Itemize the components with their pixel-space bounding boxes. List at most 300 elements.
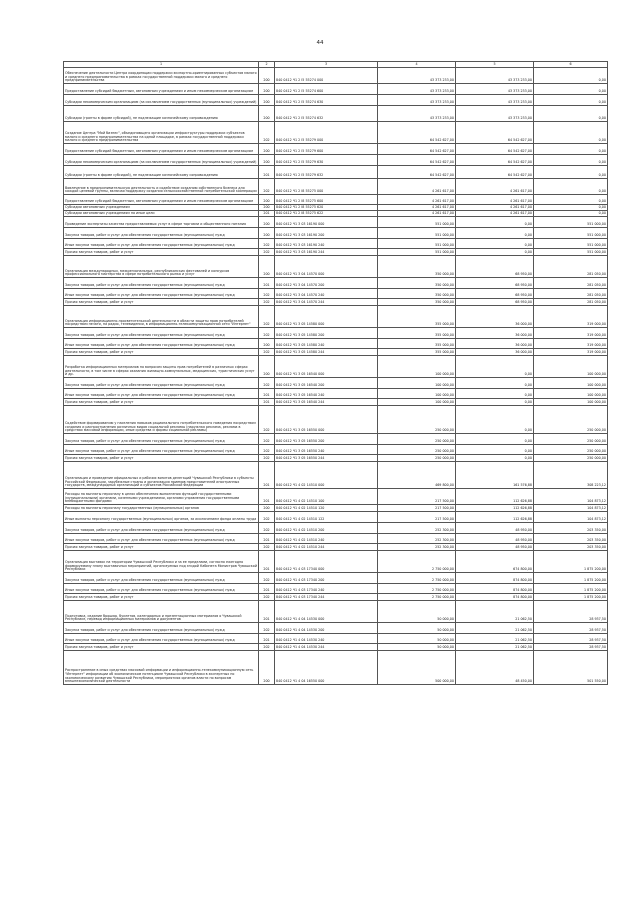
line-code-cell: 202	[259, 299, 275, 306]
approved-amount-cell: 100 000,00	[378, 378, 456, 389]
table-row	[64, 551, 608, 573]
line-code-cell: 202	[259, 594, 275, 601]
expense-name-cell: Субсидии некоммерческим организациям (за исключением государственных (муниципальных) учреждений)	[64, 95, 259, 106]
executed-amount-cell: 43 373 233,00	[456, 95, 534, 106]
table-row	[64, 489, 608, 505]
expense-name-cell: Вовлечение в предпринимательскую деятельность и содействие созданию собственного бизнеса для каждой целевой группы, включая поддержку создания сельскохозяйственной потребительской кооперации	[64, 179, 259, 195]
unexecuted-amount-cell: 104 873,12	[534, 489, 608, 505]
executed-amount-cell: 64 542 627,00	[456, 166, 534, 179]
line-code-cell: 201	[259, 634, 275, 644]
expense-name-cell: Прочая закупка товаров, работ и услуг	[64, 455, 259, 462]
executed-amount-cell: 0,00	[456, 249, 534, 256]
approved-amount-cell: 2 750 000,00	[378, 594, 456, 601]
executed-amount-cell: 64 542 627,00	[456, 122, 534, 144]
expense-name-cell: Организация выставок на территории Чувашской Республики и за ее пределами, согласно ежегодно формируемому плану выставочных мероприятий, организуемых под эгидой Кабинета Министров Чувашской Республики	[64, 551, 259, 573]
executed-amount-cell: 0,00	[456, 455, 534, 462]
unexecuted-amount-cell: 551 000,00	[534, 217, 608, 228]
classification-code-cell: 840 0412 Ч1 3 03 16190 240	[275, 239, 378, 249]
unexecuted-amount-cell: 104 873,12	[534, 505, 608, 512]
unexecuted-amount-cell: 104 873,12	[534, 512, 608, 523]
approved-amount-cell: 355 000,00	[378, 339, 456, 349]
table-row	[64, 328, 608, 339]
table-row	[64, 434, 608, 445]
unexecuted-amount-cell: 551 000,00	[534, 249, 608, 256]
expense-name-cell: Прочая закупка товаров, работ и услуг	[64, 544, 259, 551]
approved-amount-cell: 50 000,00	[378, 601, 456, 623]
line-code-cell: 200	[259, 144, 275, 155]
table-row	[64, 573, 608, 584]
table-row	[64, 68, 608, 84]
line-code-cell: 200	[259, 505, 275, 512]
approved-amount-cell: 252 300,00	[378, 523, 456, 534]
executed-amount-cell: 64 542 627,00	[456, 155, 534, 166]
executed-amount-cell: 0,00	[456, 406, 534, 434]
table-row	[64, 179, 608, 195]
approved-amount-cell: 2 750 000,00	[378, 584, 456, 594]
approved-amount-cell: 252 300,00	[378, 544, 456, 551]
expense-name-cell: Предоставление субсидий бюджетным, автономным учреждениям и иным некоммерческим организациям	[64, 195, 259, 205]
table-row	[64, 239, 608, 249]
classification-code-cell: 840 0412 Ч1 3 05 16540 244	[275, 399, 378, 406]
expense-name-cell: Субсидии автономным учреждениям на иные цели	[64, 211, 259, 217]
line-code-cell: 201	[259, 551, 275, 573]
classification-code-cell: 840 0412 Ч1 4 02 14510 000	[275, 462, 378, 489]
line-code-cell: 201	[259, 278, 275, 289]
unexecuted-amount-cell: 0,00	[534, 211, 608, 217]
approved-amount-cell: 551 000,00	[378, 217, 456, 228]
executed-amount-cell: 68 950,00	[456, 299, 534, 306]
table-row	[64, 601, 608, 623]
approved-amount-cell: 50 000,00	[378, 644, 456, 651]
table-row	[64, 389, 608, 399]
classification-code-cell: 840 0412 Ч1 2 I8 55275 000	[275, 179, 378, 195]
line-code-cell: 202	[259, 306, 275, 328]
unexecuted-amount-cell: 281 050,00	[534, 278, 608, 289]
executed-amount-cell: 48 450,00	[456, 651, 534, 685]
expense-name-cell: Закупка товаров, работ и услуг для обеспечения государственных (муниципальных) нужд	[64, 378, 259, 389]
approved-amount-cell: 500 000,00	[378, 651, 456, 685]
line-code-cell: 202	[259, 378, 275, 389]
line-code-cell: 200	[259, 84, 275, 95]
table-row	[64, 584, 608, 594]
line-code-cell: 201	[259, 399, 275, 406]
line-code-cell: 200	[259, 339, 275, 349]
expense-name-cell: Иные закупки товаров, работ и услуг для обеспечения государственных (муниципальных) нужд	[64, 389, 259, 399]
approved-amount-cell: 50 000,00	[378, 623, 456, 634]
unexecuted-amount-cell: 0,00	[534, 106, 608, 122]
classification-code-cell: 840 0412 Ч1 3 03 16190 200	[275, 228, 378, 239]
classification-code-cell: 840 0412 Ч1 4 02 14510 120	[275, 505, 378, 512]
executed-amount-cell: 874 800,00	[456, 573, 534, 584]
line-code-cell: 202	[259, 289, 275, 299]
line-code-cell: 202	[259, 328, 275, 339]
classification-code-cell: 840 0412 Ч1 3 04 14570 000	[275, 256, 378, 278]
line-code-cell: 202	[259, 623, 275, 634]
approved-amount-cell: 64 542 627,00	[378, 144, 456, 155]
unexecuted-amount-cell: 0,00	[534, 205, 608, 211]
approved-amount-cell: 469 800,00	[378, 462, 456, 489]
executed-amount-cell: 48 950,00	[456, 534, 534, 544]
expense-name-cell: Закупка товаров, работ и услуг для обеспечения государственных (муниципальных) нужд	[64, 328, 259, 339]
executed-amount-cell: 43 373 233,00	[456, 106, 534, 122]
approved-amount-cell: 217 500,00	[378, 489, 456, 505]
unexecuted-amount-cell: 319 000,00	[534, 339, 608, 349]
approved-amount-cell: 64 542 627,00	[378, 155, 456, 166]
line-code-cell: 202	[259, 523, 275, 534]
unexecuted-amount-cell: 501 550,00	[534, 651, 608, 685]
unexecuted-amount-cell: 1 875 200,00	[534, 573, 608, 584]
classification-code-cell: 840 0412 Ч1 3 05 16550 200	[275, 434, 378, 445]
unexecuted-amount-cell: 203 350,00	[534, 544, 608, 551]
classification-code-cell: 840 0412 Ч1 2 I8 55275 622	[275, 211, 378, 217]
expense-name-cell: Иные закупки товаров, работ и услуг для обеспечения государственных (муниципальных) нужд	[64, 634, 259, 644]
line-code-cell: 202	[259, 239, 275, 249]
approved-amount-cell: 355 000,00	[378, 306, 456, 328]
expense-name-cell: Субсидии некоммерческим организациям (за исключением государственных (муниципальных) учреждений)	[64, 155, 259, 166]
approved-amount-cell: 2 750 000,00	[378, 551, 456, 573]
executed-amount-cell: 64 542 627,00	[456, 144, 534, 155]
unexecuted-amount-cell: 319 000,00	[534, 328, 608, 339]
approved-amount-cell: 2 750 000,00	[378, 573, 456, 584]
approved-amount-cell: 4 261 617,00	[378, 205, 456, 211]
unexecuted-amount-cell: 100 000,00	[534, 378, 608, 389]
approved-amount-cell: 43 373 233,00	[378, 95, 456, 106]
expense-name-cell: Проведение экспертизы качества предоставляемых услуг в сфере торговли и общественного питания	[64, 217, 259, 228]
line-code-cell: 200	[259, 195, 275, 205]
classification-code-cell: 840 0412 Ч1 4 03 17340 000	[275, 551, 378, 573]
classification-code-cell: 840 0412 Ч1 3 05 14580 240	[275, 339, 378, 349]
expense-name-cell: Предоставление субсидий бюджетным, автономным учреждениям и иным некоммерческим организациям	[64, 144, 259, 155]
approved-amount-cell: 350 000,00	[378, 299, 456, 306]
table-body	[64, 68, 608, 685]
approved-amount-cell: 250 000,00	[378, 406, 456, 434]
table-row	[64, 106, 608, 122]
classification-code-cell: 840 0412 Ч1 2 I8 55275 600	[275, 195, 378, 205]
approved-amount-cell: 250 000,00	[378, 455, 456, 462]
expense-name-cell: Иные закупки товаров, работ и услуг для обеспечения государственных (муниципальных) нужд	[64, 534, 259, 544]
table-row	[64, 228, 608, 239]
approved-amount-cell: 64 542 627,00	[378, 166, 456, 179]
expense-name-cell: Субсидии (гранты в форме субсидий), не подлежащие казначейскому сопровождению	[64, 166, 259, 179]
unexecuted-amount-cell: 28 937,50	[534, 634, 608, 644]
expense-name-cell: Расходы на выплаты персоналу государственных (муниципальных) органов	[64, 505, 259, 512]
executed-amount-cell: 36 000,00	[456, 349, 534, 356]
approved-amount-cell: 4 261 617,00	[378, 195, 456, 205]
expense-name-cell: Субсидии (гранты в форме субсидий), не подлежащие казначейскому сопровождению	[64, 106, 259, 122]
approved-amount-cell: 551 000,00	[378, 239, 456, 249]
line-code-cell: 201	[259, 211, 275, 217]
executed-amount-cell: 0,00	[456, 239, 534, 249]
executed-amount-cell: 0,00	[456, 217, 534, 228]
classification-code-cell: 840 0412 Ч1 2 I5 55274 600	[275, 84, 378, 95]
classification-code-cell: 840 0412 Ч1 2 I8 55275 620	[275, 205, 378, 211]
table-row	[64, 249, 608, 256]
classification-code-cell: 840 0412 Ч1 4 04 14530 244	[275, 644, 378, 651]
expense-name-cell: Прочая закупка товаров, работ и услуг	[64, 349, 259, 356]
expense-name-cell: Иные закупки товаров, работ и услуг для обеспечения государственных (муниципальных) нужд	[64, 445, 259, 455]
unexecuted-amount-cell: 250 000,00	[534, 434, 608, 445]
unexecuted-amount-cell: 100 000,00	[534, 389, 608, 399]
executed-amount-cell: 0,00	[456, 356, 534, 378]
header-cell-6: 6	[534, 62, 608, 68]
table-row	[64, 256, 608, 278]
line-code-cell: 201	[259, 462, 275, 489]
executed-amount-cell: 43 373 233,00	[456, 84, 534, 95]
unexecuted-amount-cell: 28 937,50	[534, 601, 608, 623]
table-row	[64, 651, 608, 685]
budget-table	[63, 61, 608, 685]
unexecuted-amount-cell: 28 937,50	[534, 644, 608, 651]
table-row	[64, 289, 608, 299]
unexecuted-amount-cell: 551 000,00	[534, 228, 608, 239]
unexecuted-amount-cell: 0,00	[534, 155, 608, 166]
unexecuted-amount-cell: 319 000,00	[534, 349, 608, 356]
expense-name-cell: Иные закупки товаров, работ и услуг для обеспечения государственных (муниципальных) нужд	[64, 584, 259, 594]
unexecuted-amount-cell: 203 350,00	[534, 534, 608, 544]
unexecuted-amount-cell: 203 350,00	[534, 523, 608, 534]
executed-amount-cell: 36 000,00	[456, 339, 534, 349]
classification-code-cell: 840 0412 Ч1 4 03 17340 240	[275, 584, 378, 594]
table-row	[64, 356, 608, 378]
table-row	[64, 455, 608, 462]
line-code-cell: 200	[259, 106, 275, 122]
executed-amount-cell: 0,00	[456, 399, 534, 406]
expense-name-cell: Закупка товаров, работ и услуг для обеспечения государственных (муниципальных) нужд	[64, 523, 259, 534]
classification-code-cell: 840 0412 Ч1 4 02 14510 100	[275, 489, 378, 505]
executed-amount-cell: 874 800,00	[456, 594, 534, 601]
expense-name-cell: Закупка товаров, работ и услуг для обеспечения государственных (муниципальных) нужд	[64, 278, 259, 289]
classification-code-cell: 840 0412 Ч1 3 05 14580 000	[275, 306, 378, 328]
executed-amount-cell: 4 261 617,00	[456, 205, 534, 211]
unexecuted-amount-cell: 0,00	[534, 84, 608, 95]
expense-name-cell: Иные закупки товаров, работ и услуг для обеспечения государственных (муниципальных) нужд	[64, 339, 259, 349]
expense-name-cell: Организация информационно-просветительской деятельности в области защиты прав потребителей посредством печати, на радио, телевидении, в информационно-телекоммуникационной сети "Интернет"	[64, 306, 259, 328]
executed-amount-cell: 21 062,50	[456, 601, 534, 623]
table-row	[64, 399, 608, 406]
line-code-cell: 200	[259, 155, 275, 166]
approved-amount-cell: 100 000,00	[378, 356, 456, 378]
executed-amount-cell: 68 950,00	[456, 256, 534, 278]
unexecuted-amount-cell: 0,00	[534, 166, 608, 179]
executed-amount-cell: 36 000,00	[456, 306, 534, 328]
line-code-cell: 202	[259, 644, 275, 651]
line-code-cell: 202	[259, 455, 275, 462]
expense-name-cell: Распространение в иных средствах массовой информации и информационно-телекоммуникационную сеть "Интернет" информации об экономическом потенциале Чувашской Республики в экспертных по экономическому развитию Чувашской Республики, мероприятиях органов власти по вопросам внешнеэкономической деятельности	[64, 651, 259, 685]
expense-name-cell: Прочая закупка товаров, работ и услуг	[64, 594, 259, 601]
line-code-cell: 201	[259, 166, 275, 179]
line-code-cell: 202	[259, 406, 275, 434]
unexecuted-amount-cell: 308 223,12	[534, 462, 608, 489]
classification-code-cell: 840 0412 Ч1 4 04 14530 200	[275, 623, 378, 634]
classification-code-cell: 840 0412 Ч1 3 05 16540 200	[275, 378, 378, 389]
header-cell-1: 1	[64, 62, 259, 68]
table-row	[64, 299, 608, 306]
classification-code-cell: 840 0412 Ч1 3 05 16550 240	[275, 445, 378, 455]
classification-code-cell: 840 0412 Ч1 2 I5 55274 000	[275, 68, 378, 84]
approved-amount-cell: 43 373 233,00	[378, 84, 456, 95]
unexecuted-amount-cell: 28 937,50	[534, 623, 608, 634]
unexecuted-amount-cell: 250 000,00	[534, 406, 608, 434]
expense-name-cell: Разработка информационных материалов по вопросам защиты прав потребителей в различных сферах деятельности, в том числе в сферах оказания жилищно-коммунальных, медицинских, туристических услуг и др.	[64, 356, 259, 378]
approved-amount-cell: 4 261 617,00	[378, 211, 456, 217]
table-row	[64, 339, 608, 349]
approved-amount-cell: 50 000,00	[378, 634, 456, 644]
classification-code-cell: 840 0412 Ч1 2 I5 55279 632	[275, 166, 378, 179]
line-code-cell: 200	[259, 228, 275, 239]
expense-name-cell: Прочая закупка товаров, работ и услуг	[64, 249, 259, 256]
line-code-cell: 201	[259, 534, 275, 544]
line-code-cell: 200	[259, 256, 275, 278]
table-row	[64, 512, 608, 523]
unexecuted-amount-cell: 551 000,00	[534, 239, 608, 249]
table-row	[64, 217, 608, 228]
unexecuted-amount-cell: 0,00	[534, 144, 608, 155]
unexecuted-amount-cell: 281 050,00	[534, 289, 608, 299]
approved-amount-cell: 551 000,00	[378, 249, 456, 256]
unexecuted-amount-cell: 250 000,00	[534, 455, 608, 462]
table-row	[64, 95, 608, 106]
line-code-cell: 202	[259, 122, 275, 144]
line-code-cell: 202	[259, 573, 275, 584]
line-code-cell: 200	[259, 356, 275, 378]
table-row	[64, 594, 608, 601]
classification-code-cell: 840 0412 Ч1 3 05 16540 240	[275, 389, 378, 399]
unexecuted-amount-cell: 250 000,00	[534, 445, 608, 455]
approved-amount-cell: 355 000,00	[378, 328, 456, 339]
classification-code-cell: 840 0412 Ч1 3 04 14570 240	[275, 289, 378, 299]
line-code-cell: 201	[259, 389, 275, 399]
header-cell-3: 3	[275, 62, 378, 68]
approved-amount-cell: 350 000,00	[378, 289, 456, 299]
executed-amount-cell: 21 062,50	[456, 634, 534, 644]
expense-name-cell: Организация и проведение официальных и рабочих визитов делегаций Чувашской Республики в субъекты Российской Федерации, зарубежные страны и организация приемов представителей иностранных государств, международных организаций и субъектов Российской Федерации	[64, 462, 259, 489]
header-cell-4: 4	[378, 62, 456, 68]
expense-name-cell: Закупка товаров, работ и услуг для обеспечения государственных (муниципальных) нужд	[64, 573, 259, 584]
executed-amount-cell: 0,00	[456, 378, 534, 389]
expense-name-cell: Создание Центра "Мой бизнес", объединяющего организации инфраструктуры поддержки субъектов малого и среднего предпринимательства на одной площадке, в рамках государственной поддержки малого и среднего предпринимательства	[64, 122, 259, 144]
header-cell-2: 2	[259, 62, 275, 68]
approved-amount-cell: 64 542 627,00	[378, 122, 456, 144]
line-code-cell: 202	[259, 349, 275, 356]
classification-code-cell: 840 0412 Ч1 4 02 14510 240	[275, 534, 378, 544]
expense-name-cell: Иные закупки товаров, работ и услуг для обеспечения государственных (муниципальных) нужд	[64, 289, 259, 299]
unexecuted-amount-cell: 1 875 200,00	[534, 584, 608, 594]
executed-amount-cell: 161 576,88	[456, 462, 534, 489]
line-code-cell: 200	[259, 68, 275, 84]
unexecuted-amount-cell: 1 875 200,00	[534, 551, 608, 573]
unexecuted-amount-cell: 0,00	[534, 95, 608, 106]
unexecuted-amount-cell: 0,00	[534, 122, 608, 144]
line-code-cell: 200	[259, 651, 275, 685]
unexecuted-amount-cell: 281 050,00	[534, 256, 608, 278]
classification-code-cell: 840 0412 Ч1 2 I5 55274 630	[275, 95, 378, 106]
line-code-cell: 202	[259, 179, 275, 195]
classification-code-cell: 840 0412 Ч1 3 05 14580 200	[275, 328, 378, 339]
unexecuted-amount-cell: 1 875 200,00	[534, 594, 608, 601]
table-row	[64, 195, 608, 205]
table-row	[64, 544, 608, 551]
line-code-cell: 202	[259, 434, 275, 445]
classification-code-cell: 840 0412 Ч1 2 I5 55279 600	[275, 144, 378, 155]
approved-amount-cell: 551 000,00	[378, 228, 456, 239]
line-code-cell: 201	[259, 489, 275, 505]
unexecuted-amount-cell: 100 000,00	[534, 399, 608, 406]
unexecuted-amount-cell: 0,00	[534, 195, 608, 205]
approved-amount-cell: 355 000,00	[378, 349, 456, 356]
classification-code-cell: 840 0412 Ч1 2 I5 55274 632	[275, 106, 378, 122]
line-code-cell: 202	[259, 445, 275, 455]
executed-amount-cell: 4 261 617,00	[456, 179, 534, 195]
header-cell-5: 5	[456, 62, 534, 68]
executed-amount-cell: 4 261 617,00	[456, 211, 534, 217]
unexecuted-amount-cell: 0,00	[534, 68, 608, 84]
line-code-cell: 202	[259, 544, 275, 551]
line-code-cell: 202	[259, 512, 275, 523]
line-code-cell: 200	[259, 205, 275, 211]
expense-name-cell: Организация международных, межрегиональных, республиканских фестивалей и конкурсов профессионального мастерства в сфере потребительского рынка и услуг	[64, 256, 259, 278]
executed-amount-cell: 0,00	[456, 434, 534, 445]
classification-code-cell: 840 0412 Ч1 4 04 16550 000	[275, 651, 378, 685]
classification-code-cell: 840 0412 Ч1 2 I5 55279 630	[275, 155, 378, 166]
table-row	[64, 644, 608, 651]
line-code-cell: 200	[259, 95, 275, 106]
classification-code-cell: 840 0412 Ч1 3 05 14580 244	[275, 349, 378, 356]
approved-amount-cell: 217 500,00	[378, 512, 456, 523]
executed-amount-cell: 112 626,88	[456, 489, 534, 505]
executed-amount-cell: 0,00	[456, 228, 534, 239]
expense-name-cell: Подготовка, издание брошюр, буклетов, календарных и презентационных материалов о Чувашской Республике, перевод информационных материалов и документов	[64, 601, 259, 623]
approved-amount-cell: 250 000,00	[378, 434, 456, 445]
table-row	[64, 84, 608, 95]
executed-amount-cell: 48 950,00	[456, 544, 534, 551]
classification-code-cell: 840 0412 Ч1 3 05 16540 000	[275, 356, 378, 378]
expense-name-cell: Иные выплаты персоналу государственных (муниципальных) органов, за исключением фонда оплаты труда	[64, 512, 259, 523]
expense-name-cell: Обеспечение деятельности Центра координации поддержки экспортно-ориентированных субъектов малого и среднего предпринимательства в рамках государственной поддержки малого и среднего предпринимательства	[64, 68, 259, 84]
classification-code-cell: 840 0412 Ч1 4 02 14510 200	[275, 523, 378, 534]
classification-code-cell: 840 0412 Ч1 4 02 14510 244	[275, 544, 378, 551]
unexecuted-amount-cell: 0,00	[534, 179, 608, 195]
table-row	[64, 534, 608, 544]
approved-amount-cell: 43 373 233,00	[378, 68, 456, 84]
table-row	[64, 445, 608, 455]
table-row	[64, 278, 608, 289]
table-row	[64, 155, 608, 166]
classification-code-cell: 840 0412 Ч1 4 02 14510 122	[275, 512, 378, 523]
expense-name-cell: Иные закупки товаров, работ и услуг для обеспечения государственных (муниципальных) нужд	[64, 239, 259, 249]
table-row	[64, 634, 608, 644]
line-code-cell: 200	[259, 217, 275, 228]
executed-amount-cell: 112 626,88	[456, 512, 534, 523]
executed-amount-cell: 674 800,00	[456, 551, 534, 573]
line-code-cell: 202	[259, 249, 275, 256]
expense-name-cell: Закупка товаров, работ и услуг для обеспечения государственных (муниципальных) нужд	[64, 228, 259, 239]
executed-amount-cell: 0,00	[456, 445, 534, 455]
classification-code-cell: 840 0412 Ч1 3 05 16550 000	[275, 406, 378, 434]
expense-name-cell: Субсидии автономным учреждениям	[64, 205, 259, 211]
classification-code-cell: 840 0412 Ч1 4 03 17340 244	[275, 594, 378, 601]
expense-name-cell: Закупка товаров, работ и услуг для обеспечения государственных (муниципальных) нужд	[64, 434, 259, 445]
table-row	[64, 623, 608, 634]
table-row	[64, 505, 608, 512]
executed-amount-cell: 36 000,00	[456, 328, 534, 339]
classification-code-cell: 840 0412 Ч1 3 05 16550 244	[275, 455, 378, 462]
classification-code-cell: 840 0412 Ч1 4 03 17340 200	[275, 573, 378, 584]
approved-amount-cell: 250 000,00	[378, 445, 456, 455]
expense-name-cell: Прочая закупка товаров, работ и услуг	[64, 644, 259, 651]
table-row	[64, 406, 608, 434]
approved-amount-cell: 4 261 617,00	[378, 179, 456, 195]
executed-amount-cell: 0,00	[456, 389, 534, 399]
